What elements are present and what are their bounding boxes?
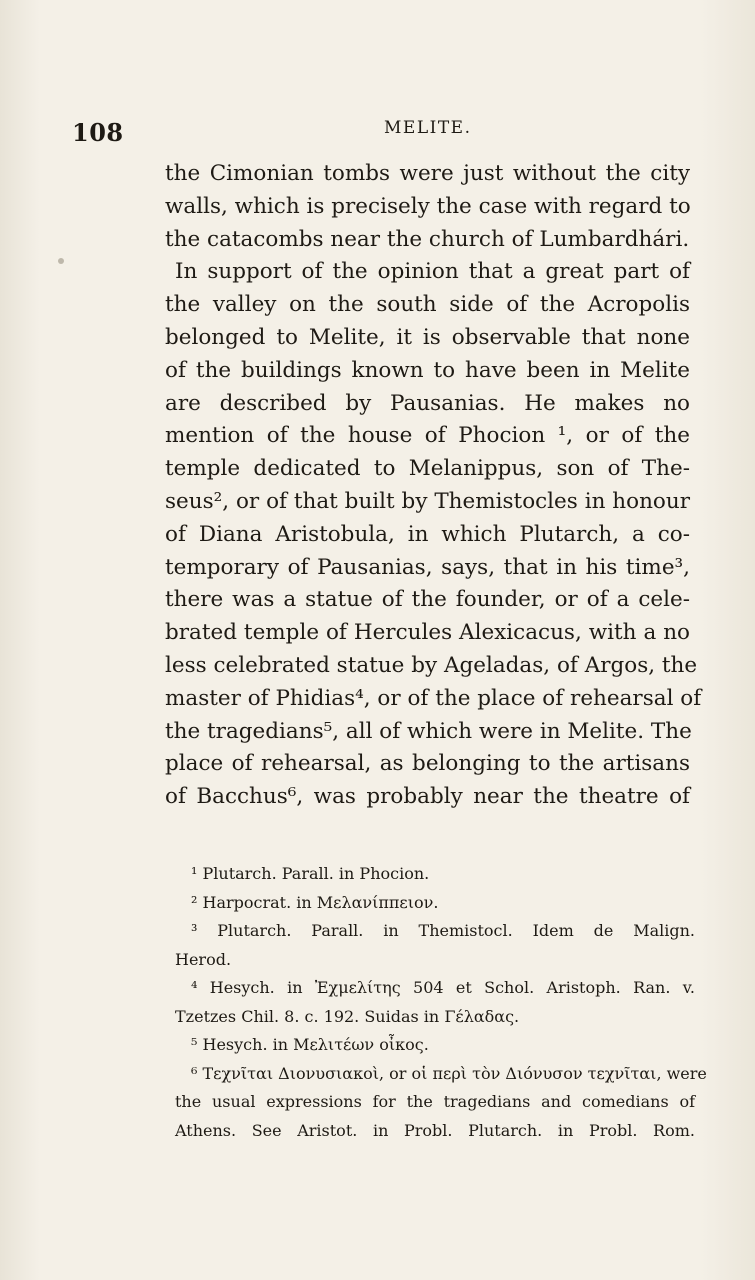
body-line: place of rehearsal, as belonging to the artisans	[165, 751, 690, 777]
body-line: walls, which is precisely the case with regard to	[165, 193, 691, 219]
body-line: brated temple of Hercules Alexicacus, with a no	[165, 620, 690, 646]
footnote: ² Harpocrat. in Μελανίππειον.	[191, 892, 439, 912]
footnote: ¹ Plutarch. Parall. in Phocion.	[191, 864, 430, 883]
footnote-continuation: Herod.	[175, 949, 232, 969]
footnote: ⁴ Hesych. in Ἐχμελίτης 504 et Schol. Aristoph. Ran. v.	[191, 978, 695, 997]
footnote: ³ Plutarch. Parall. in Themistocl. Idem de Malign.	[191, 921, 695, 940]
footnote-continuation: Tzetzes Chil. 8. c. 192. Suidas in Γέλαδας.	[175, 1006, 520, 1026]
body-line: there was a statue of the founder, or of a cele-	[165, 587, 690, 613]
footnotes	[175, 860, 707, 1145]
body-line: temple dedicated to Melanippus, son of The-	[165, 456, 690, 482]
body-line: belonged to Melite, it is observable that none	[165, 324, 690, 350]
body-line: of the buildings known to have been in Melite	[165, 357, 690, 383]
body-line: the tragedians⁵, all of which were in Melite. The	[165, 718, 692, 744]
footnote-continuation: the usual expressions for the tragedians and comedians of	[175, 1092, 695, 1111]
paper-speck	[58, 258, 64, 264]
body-line: mention of the house of Phocion ¹, or of the	[165, 423, 690, 449]
body-line: of Diana Aristobula, in which Plutarch, a co-	[165, 521, 690, 547]
body-line: are described by Pausanias. He makes no	[165, 390, 690, 416]
footnote-continuation: Athens. See Aristot. in Probl. Plutarch. in Probl. Rom.	[175, 1120, 695, 1140]
page-number: 108	[72, 118, 124, 147]
body-line: In support of the opinion that a great part of	[175, 259, 690, 285]
body-text	[165, 158, 702, 814]
body-line: of Bacchus⁶, was probably near the theatre of	[165, 784, 690, 810]
body-line: less celebrated statue by Ageladas, of Argos, the	[165, 652, 698, 678]
page-header	[0, 114, 755, 147]
body-line: temporary of Pausanias, says, that in his time³,	[165, 554, 690, 580]
body-line: master of Phidias⁴, or of the place of rehearsal of	[165, 685, 702, 711]
running-head: MELITE.	[384, 118, 472, 138]
body-line: the valley on the south side of the Acropolis	[165, 292, 690, 318]
body-line: seus², or of that built by Themistocles in honour	[165, 488, 690, 514]
footnote: ⁵ Hesych. in Μελιτέων οἶκος.	[191, 1035, 429, 1054]
footnote: ⁶ Τεχνῖται Διονυσιακοὶ, or οἱ περὶ τὸν Διόνυσον τεχνῖται, were	[191, 1063, 707, 1083]
body-line: the Cimonian tombs were just without the city	[165, 161, 690, 186]
body-line: the catacombs near the church of Lumbardhári.	[165, 226, 690, 252]
